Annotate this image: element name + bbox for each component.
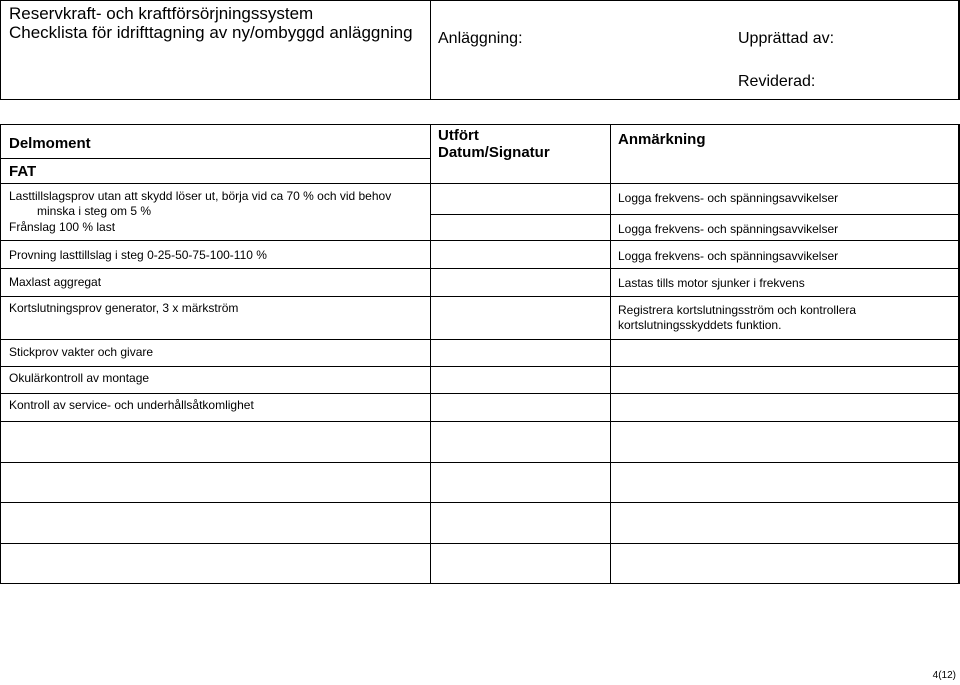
table-row-anmarkning: Lastas tills motor sjunker i frekvens [618,276,805,290]
col-divider-right [958,124,959,584]
row-line [0,339,958,340]
header-divider [430,0,431,100]
header-divider-right [958,0,959,100]
table-row-delmoment: Kortslutningsprov generator, 3 x märkström [9,301,239,315]
reviderad-field: Reviderad: [738,73,816,90]
anlaggning-field: Anläggning: [438,30,523,47]
table-row-delmoment: Frånslag 100 % last [9,220,116,234]
row-line [0,158,430,159]
col-divider-1 [430,124,431,584]
row-line [0,268,958,269]
row-line [0,296,958,297]
table-row-delmoment: Stickprov vakter och givare [9,345,154,359]
page-number: 4(12) [932,670,956,681]
table-row-anmarkning: Logga frekvens- och spänningsavvikelser [618,249,839,263]
row-line [0,240,958,241]
table-row-anmarkning: Logga frekvens- och spänningsavvikelser [618,191,839,205]
document-subtitle: Checklista för idrifttagning av ny/ombyggd anläggning [9,23,413,42]
row-line [0,502,958,503]
col-header-utfort [438,127,550,161]
row-line [0,543,958,544]
section-fat: FAT [9,163,37,180]
col-header-utfort-line1: Utfört [438,127,479,144]
row-line [0,393,958,394]
col-divider-2 [610,124,611,584]
row-line [0,183,958,184]
table-row-anmarkning: Registrera kortslutningsström och kontrollera kortslutningsskyddets funktion. [618,303,857,332]
col-header-utfort-line2: Datum/Signatur [438,144,550,161]
upprattad-field: Upprättad av: [738,30,835,47]
col-header-anmarkning: Anmärkning [618,131,706,148]
row-line [0,366,958,367]
document-title: Reservkraft- och kraftförsörjningssystem [9,4,314,23]
table-row-delmoment: Okulärkontroll av montage [9,371,150,385]
table-row-delmoment: Kontroll av service- och underhållsåtkomlighet [9,398,254,412]
table-row-anmarkning: Logga frekvens- och spänningsavvikelser [618,222,839,236]
row-line [0,421,958,422]
table-row-delmoment: Provning lasttillslag i steg 0-25-50-75-100-110 % [9,248,267,262]
table-row-delmoment: Maxlast aggregat [9,275,102,289]
col-header-delmoment: Delmoment [9,135,91,152]
row-line [430,214,958,215]
row-line [0,462,958,463]
table-row-delmoment: Lasttillslagsprov utan att skydd löser ut, börja vid ca 70 % och vid behov minska i steg om 5 % [9,189,392,218]
